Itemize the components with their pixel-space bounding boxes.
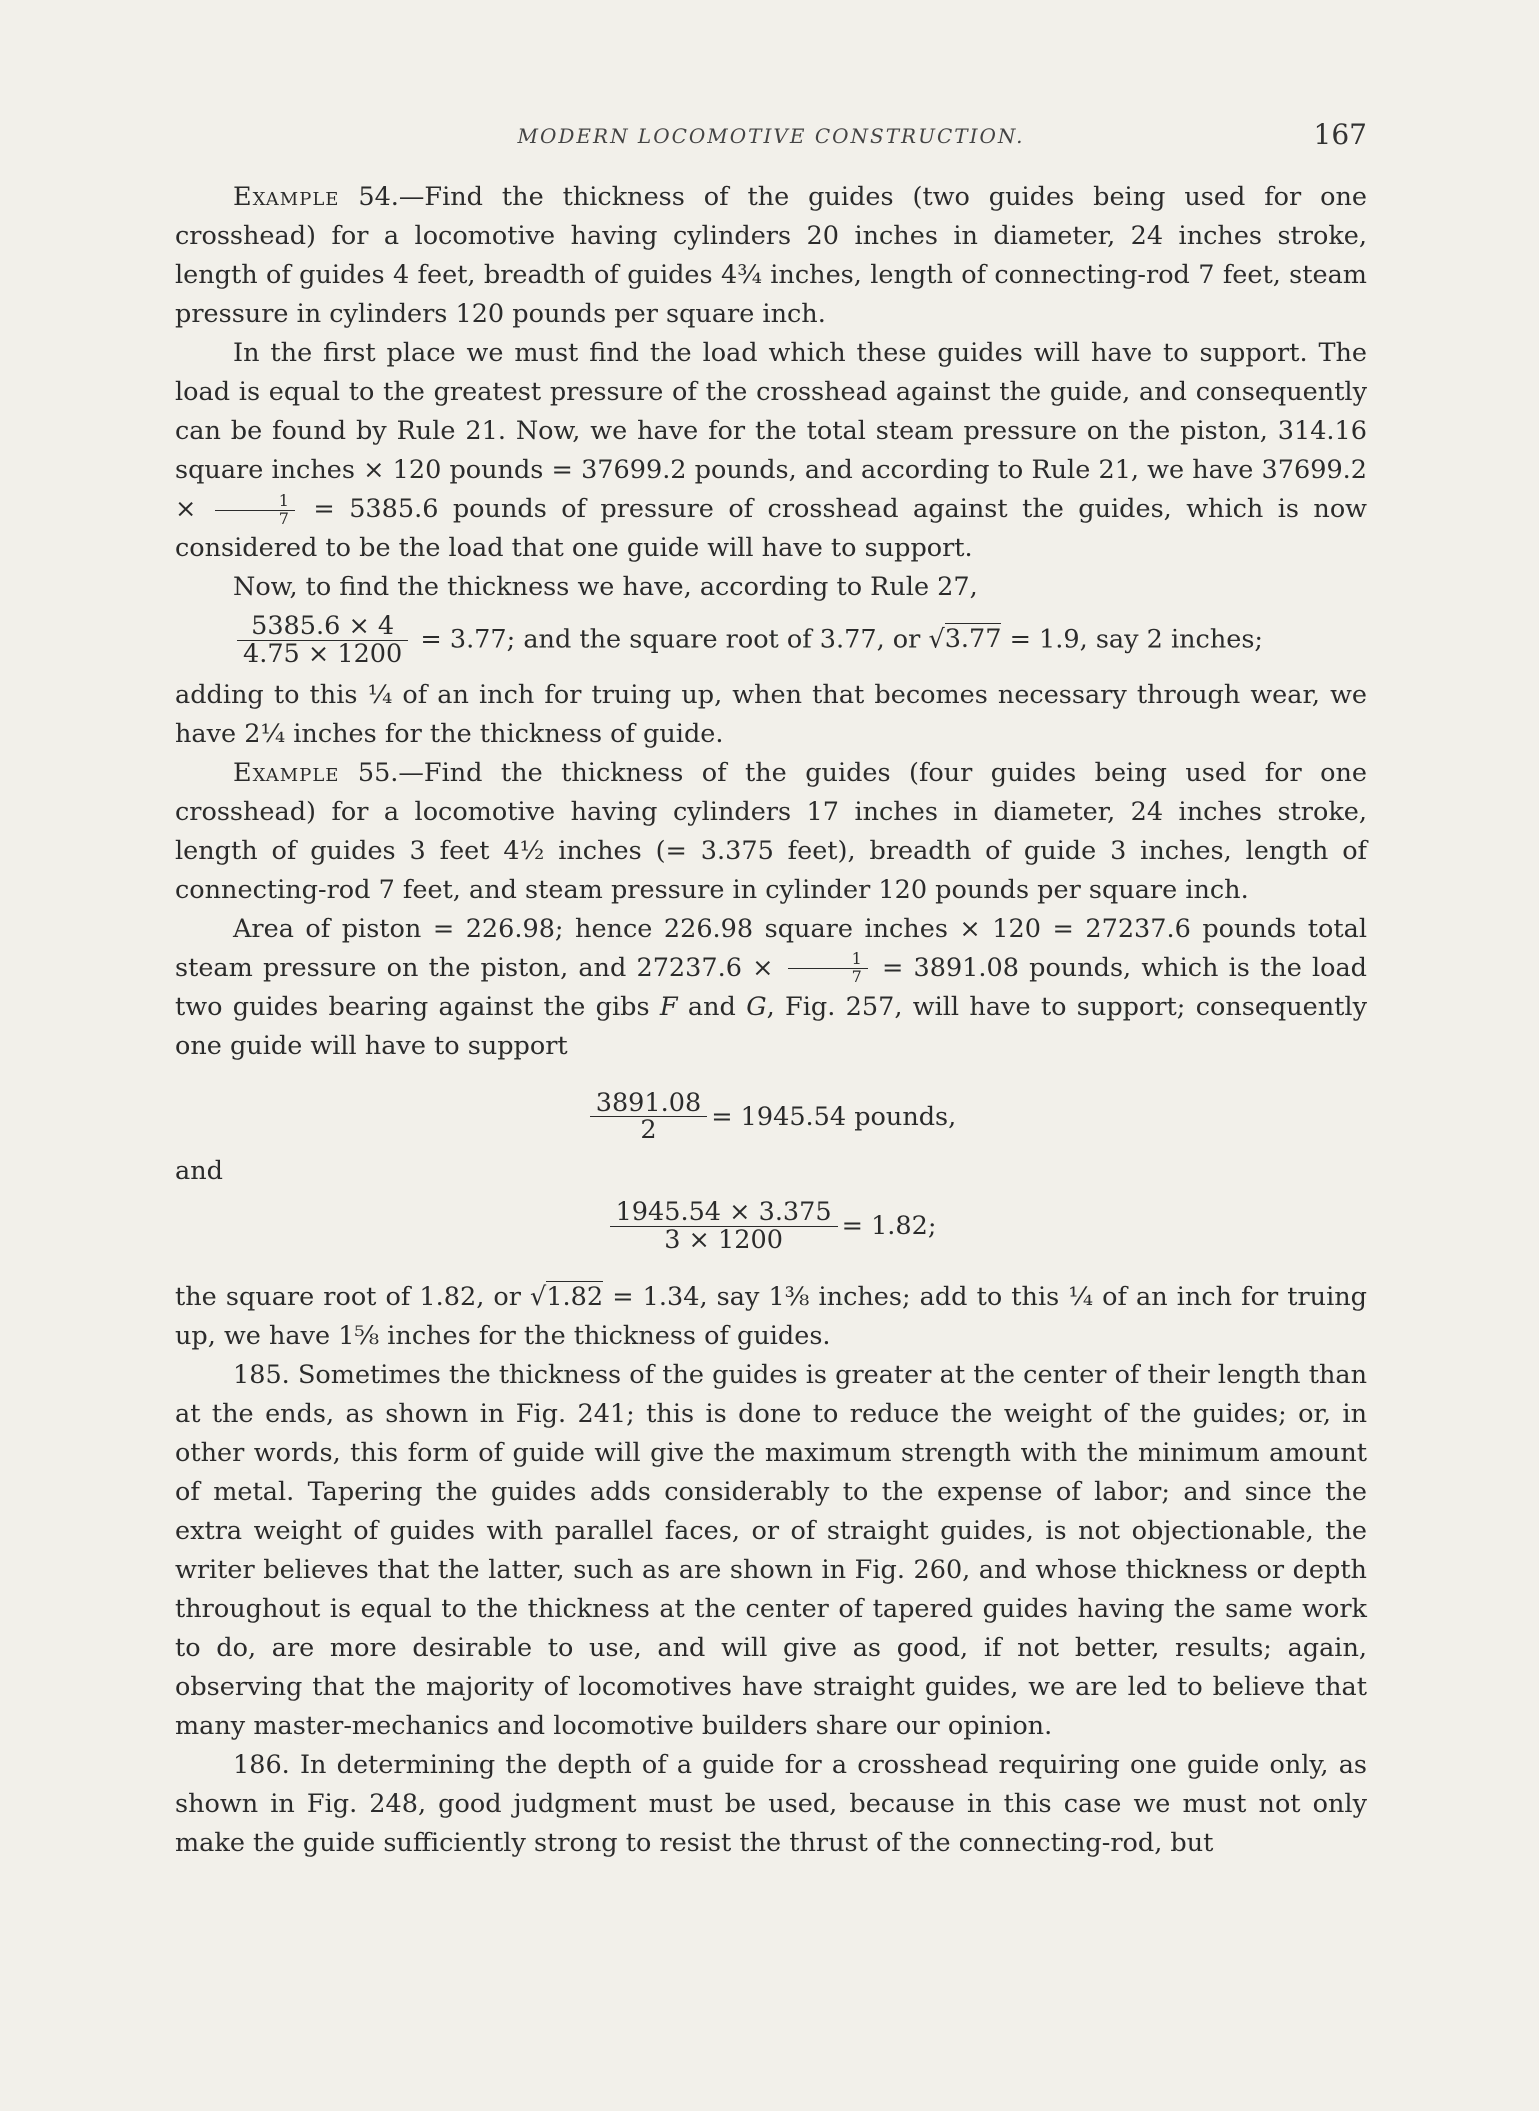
equation-square [175,1199,1367,1254]
paragraph-185: 185. Sometimes the thickness of the guides is greater at the center of their length than at the ends, as shown in Fig. 241; this is done to reduce the weight of the guides; or, in other words, this form of guide will give the maximum strength with the minimum amount of metal. Tapering the guides adds considerably to the expense of labor; and since the extra weight of guides with parallel faces, or of straight guides, is not objectionable, the writer believes that the latter, such as are shown in Fig. 260, and whose thickness or depth throughout is equal to the thickness at the center of tapered guides having the same work to do, are more desirable to use, and will give as good, if not better, results; again, observing that the majority of locomotives have straight guides, we are led to believe that many master-mechanics and locomotive builders share our opinion. [175,1359,1367,1741]
fraction-denominator: 7 [851,967,862,987]
paragraph-square-root [175,1278,1367,1356]
fraction-numerator: 5385.6 × 4 [237,613,408,641]
equation-text: = 3.77; and the square root of 3.77, or √ [412,624,945,655]
page-number: 167 [1313,118,1367,151]
page-header [175,118,1367,158]
equation-text: = 1.9, say 2 inches; [1001,624,1264,655]
example-54 [175,178,1367,334]
equation-fraction [610,1199,838,1254]
running-title: MODERN LOCOMOTIVE CONSTRUCTION. [517,124,1025,148]
paragraph-text: In the first place we must find the load which these guides will have to support. The load is equal to the greatest pressure of the crosshead against the guide, and consequently can be found by Rule 21. Now, we have for the total steam pressure on the piston, 314.16 square inches × 120 pounds = 37699.2 pounds, and according to Rule 21, we have 37699.2 × [175,338,1367,524]
fraction-denominator: 4.75 × 1200 [243,638,403,669]
fraction-denominator: 7 [278,508,289,528]
equation-fraction [237,613,408,668]
example-label: Example [233,182,340,212]
paragraph-186: 186. In determining the depth of a guide for a crosshead requiring one guide only, as shown in Fig. 248, good judgment must be used, because in this case we must not only make the guide sufficiently strong to resist the thrust of the connecting-rod, but [175,1749,1367,1858]
equation-fraction [590,1087,707,1146]
paragraph-text: = 1.34, say 1⅜ inches; add to this ¼ of an inch for truing up, we have 1⅝ inches for the thickness of guides. [175,1281,1367,1351]
paragraph-adding: adding to this ¼ of an inch for truing up, when that becomes necessary through wear, we have 2¼ inches for the thickness of guide. [175,679,1367,749]
fraction-one-seventh [215,490,295,528]
and-word: and [175,1156,223,1187]
paragraph-area [175,910,1367,1066]
equation-load-per-guide [175,1087,1367,1146]
page-body [175,178,1367,1863]
paragraph-text: the square root of 1.82, or √ [175,1281,547,1312]
fraction-numerator: 3891.08 [590,1090,707,1118]
paragraph-text: = 5385.6 pounds of pressure of crosshead against the guides, which is now considered to be the load that one guide will have to support. [175,494,1367,563]
paragraph-load [175,334,1367,568]
square-root-radicand: 1.82 [546,1281,604,1312]
example-text: 55.—Find the thickness of the guides (four guides being used for one crosshead) for a locomotive having cylinders 17 inches in diameter, 24 inches stroke, length of guides 3 feet 4½ inches (= 3.375 feet), breadth of guide 3 inches, length of connecting-rod 7 feet, and steam pressure in cylinder 120 pounds per square inch. [175,757,1367,905]
example-text: 54.—Find the thickness of the guides (two guides being used for one crosshead) for a locomotive having cylinders 20 inches in diameter, 24 inches stroke, length of guides 4 feet, breadth of guides 4¾ inches, length of connecting-rod 7 feet, steam pressure in cylinders 120 pounds per square inch. [175,182,1367,329]
fraction-numerator: 1945.54 × 3.375 [610,1199,838,1227]
paragraph-text: , Fig. 257, will have to support; consequently one guide will have to support [175,991,1367,1061]
paragraph-text: = 3891.08 pounds, which is the load two guides bearing against the gibs [175,952,1367,1022]
equation-thickness [175,607,1367,676]
paragraph-rule-27: Now, to find the thickness we have, according to Rule 27, [233,572,978,602]
gib-g-label: G [746,991,767,1022]
fraction-denominator: 2 [640,1115,657,1146]
fraction-numerator: 1 [215,493,295,511]
paragraph-text: and [677,991,747,1022]
example-55 [175,754,1367,910]
gib-f-label: F [659,991,678,1022]
square-root-radicand: 3.77 [944,624,1002,655]
fraction-numerator: 1 [788,951,868,969]
paragraph-text: Area of piston = 226.98; hence 226.98 square inches × 120 = 27237.6 pounds total steam pressure on the piston, and 27237.6 × [175,913,1367,983]
equation-result: = 1945.54 pounds, [711,1101,957,1132]
equation-result: = 1.82; [841,1211,937,1242]
fraction-one-seventh [788,951,868,986]
example-label: Example [233,757,340,788]
fraction-denominator: 3 × 1200 [664,1224,783,1255]
